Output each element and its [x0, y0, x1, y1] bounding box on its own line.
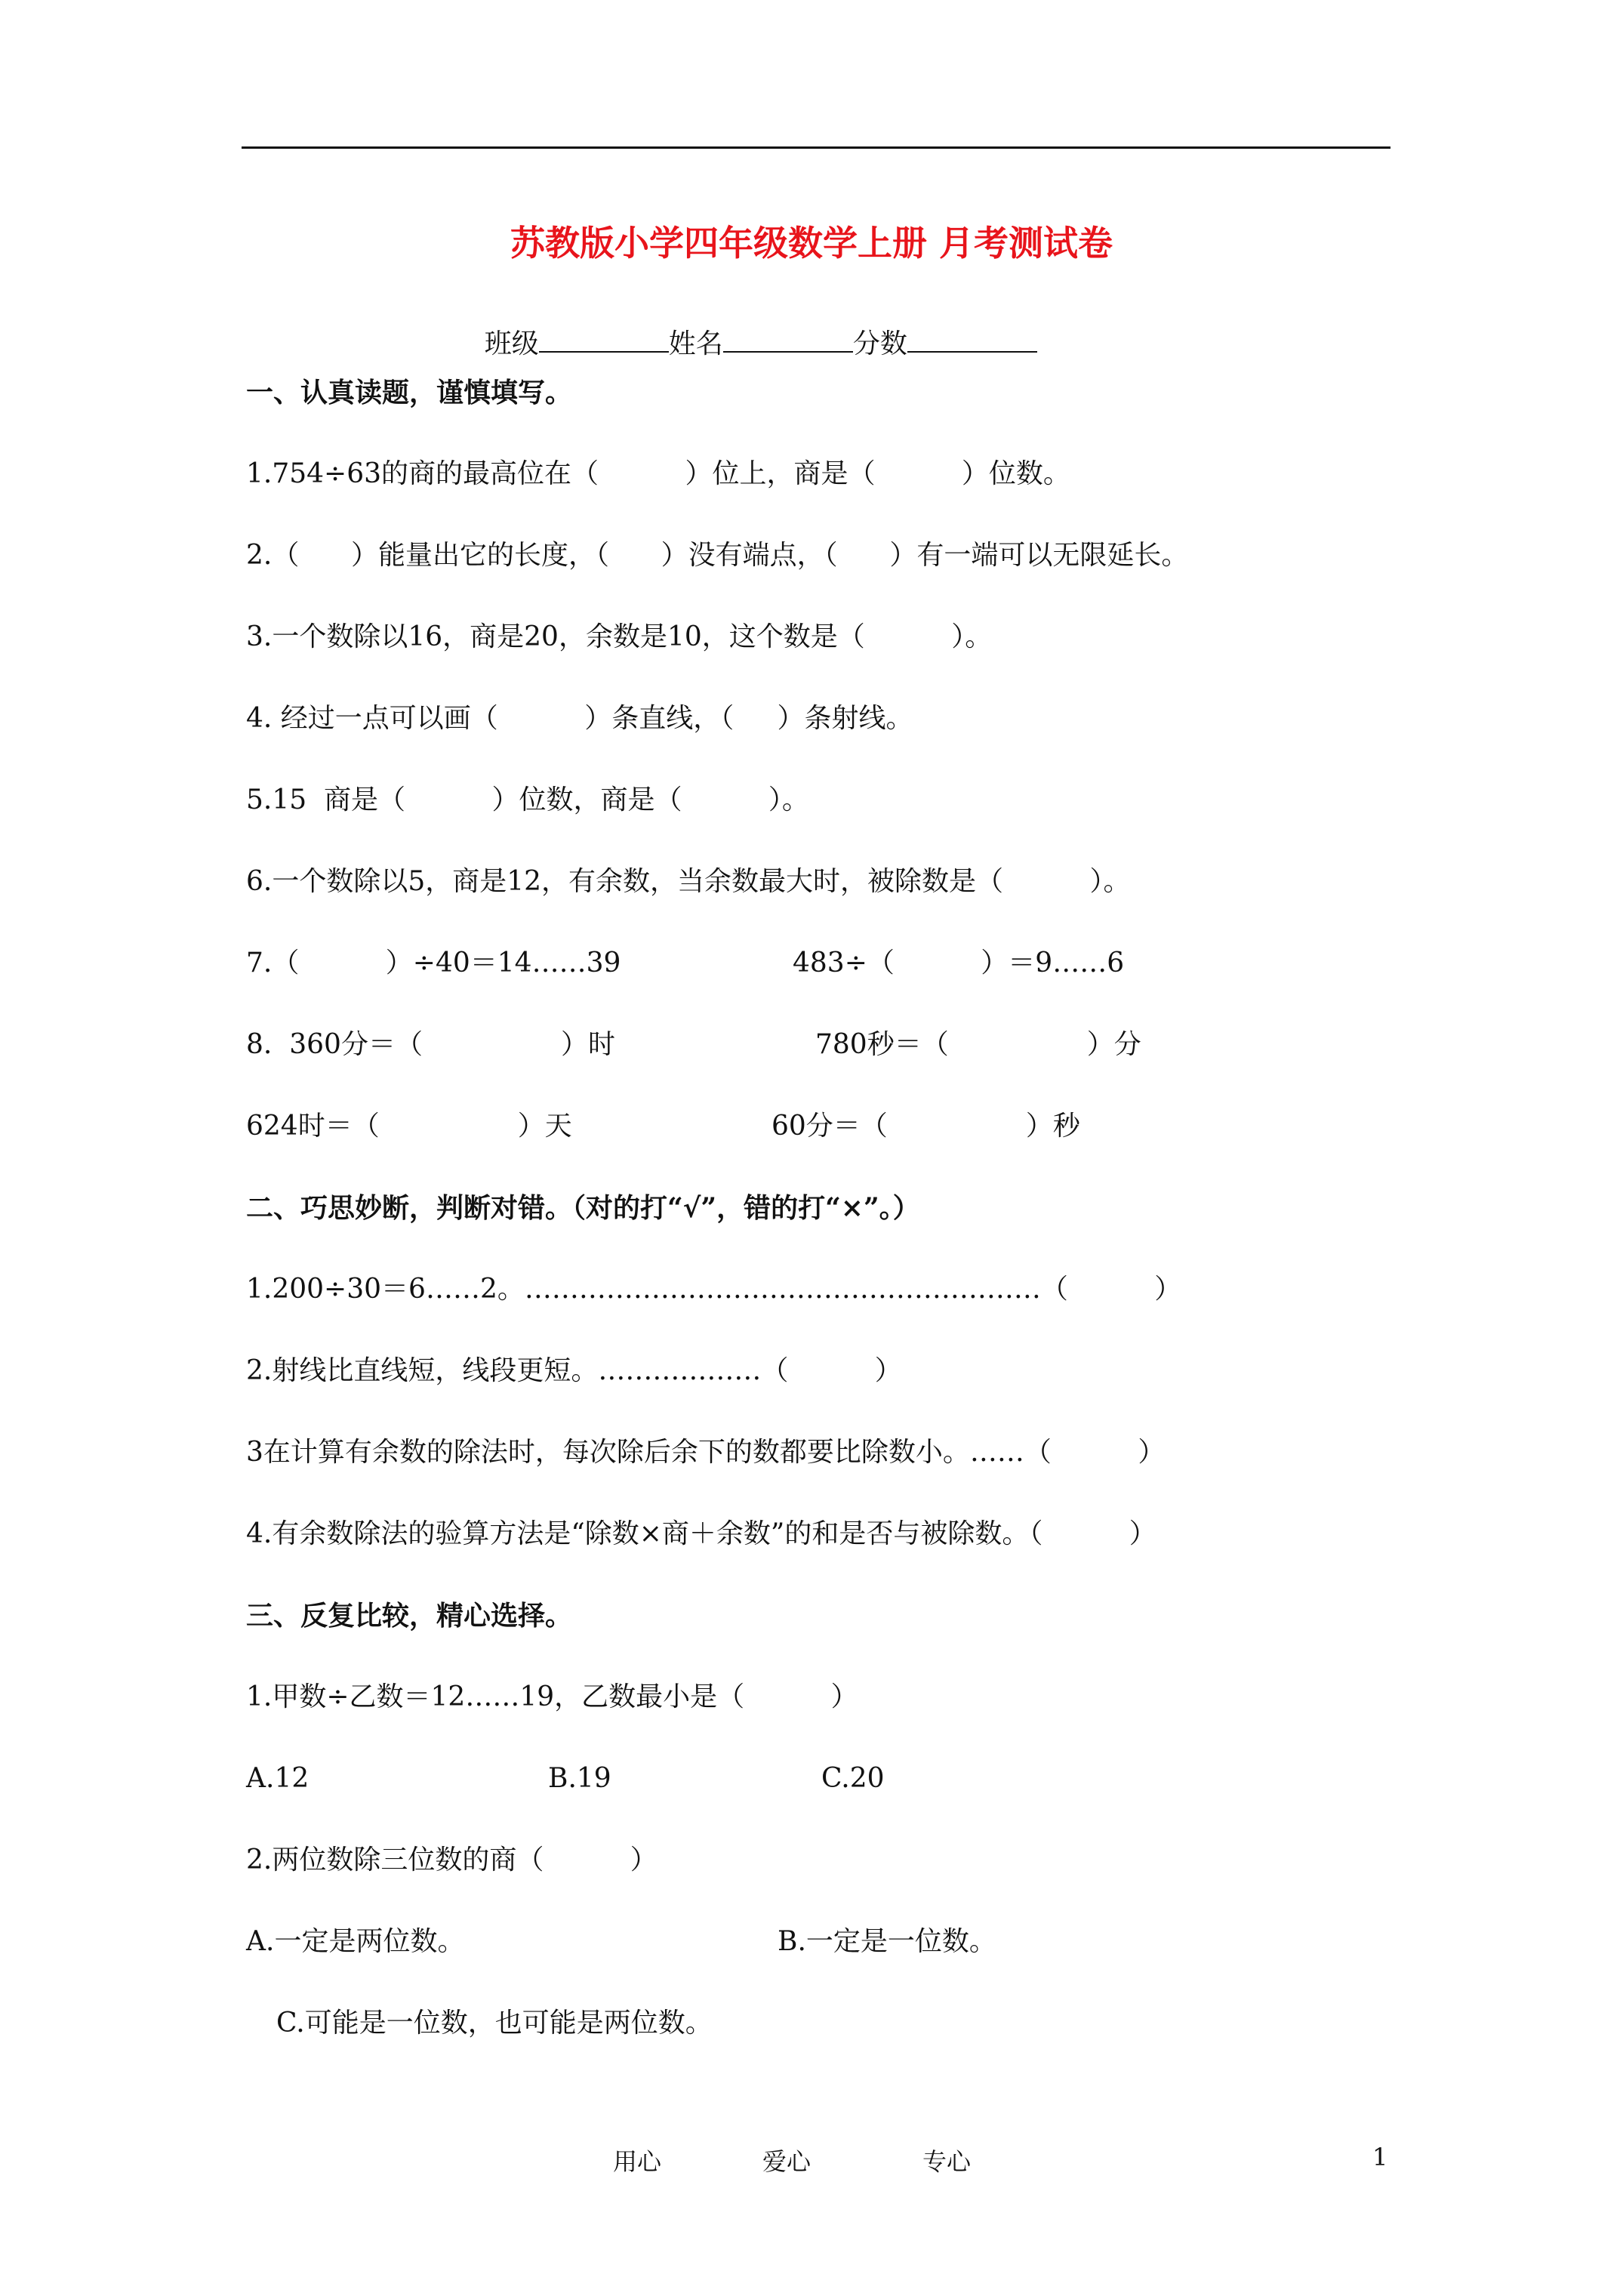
section3-q2-option-a: A.一定是两位数。	[246, 1926, 465, 1957]
section3-q1-option-c: C.20	[821, 1763, 885, 1794]
header-rule	[242, 146, 1390, 149]
section3-q2-option-b: B.一定是一位数。	[778, 1926, 996, 1957]
score-label: 分数	[852, 328, 907, 359]
section1-question-5: 5.15 商是（ ）位数，商是（ ）。	[246, 784, 809, 815]
section3-heading: 三、反复比较，精心选择。	[246, 1600, 573, 1632]
section1-question-8b: 780秒＝（ ）分	[815, 1029, 1141, 1060]
section1-question-3: 3.一个数除以16，商是20，余数是10，这个数是（ ）。	[246, 621, 993, 652]
section1-question-2: 2.（ ）能量出它的长度，（ ）没有端点，（ ）有一端可以无限延长。	[246, 540, 1189, 571]
section1-question-8a: 8. 360分＝（ ）时	[246, 1029, 616, 1060]
score-blank[interactable]	[907, 328, 1037, 353]
name-label: 姓名	[668, 328, 723, 359]
footer-word-2: 爱心	[762, 2147, 812, 2176]
section1-question-4: 4. 经过一点可以画（ ）条直线，（ ）条射线。	[246, 703, 913, 734]
section3-question-1: 1.甲数÷乙数＝12……19，乙数最小是（ ）	[246, 1681, 858, 1712]
section2-question-1: 1.200÷30＝6……2。…………………………………………………（ ）	[246, 1274, 1182, 1305]
section2-question-3: 3在计算有余数的除法时，每次除后余下的数都要比除数小。……（ ）	[246, 1437, 1166, 1468]
section3-question-2: 2.两位数除三位数的商（ ）	[246, 1845, 658, 1875]
section3-q2-option-c: C.可能是一位数，也可能是两位数。	[276, 2008, 713, 2039]
name-blank[interactable]	[723, 328, 853, 353]
section2-question-2: 2.射线比直线短，线段更短。………………（ ）	[246, 1355, 902, 1386]
section2-question-4: 4.有余数除法的验算方法是“除数×商＋余数”的和是否与被除数。（ ）	[246, 1518, 1156, 1549]
section3-q1-option-a: A.12	[246, 1763, 310, 1794]
section1-question-7b: 483÷（ ）＝9……6	[793, 948, 1125, 978]
footer-word-1: 用心	[613, 2147, 662, 2176]
class-label: 班级	[484, 328, 539, 359]
section1-question-7a: 7.（ ）÷40＝14……39	[246, 948, 621, 978]
section1-question-6: 6.一个数除以5，商是12，有余数，当余数最大时，被除数是（ ）。	[246, 866, 1131, 897]
page-number: 1	[1372, 2143, 1388, 2171]
section1-heading: 一、认真读题，谨慎填写。	[246, 377, 573, 408]
section1-question-8d: 60分＝（ ）秒	[771, 1111, 1080, 1142]
class-blank[interactable]	[539, 328, 669, 353]
exam-title: 苏教版小学四年级数学上册 月考测试卷	[510, 223, 1113, 264]
section1-question-1: 1.754÷63的商的最高位在（ ）位上，商是（ ）位数。	[246, 458, 1070, 489]
section3-q1-option-b: B.19	[548, 1763, 611, 1794]
section1-question-8c: 624时＝（ ）天	[246, 1111, 572, 1142]
section2-heading: 二、巧思妙断，判断对错。（对的打“√”，错的打“×”。）	[246, 1192, 920, 1224]
footer-word-3: 专心	[922, 2147, 972, 2176]
